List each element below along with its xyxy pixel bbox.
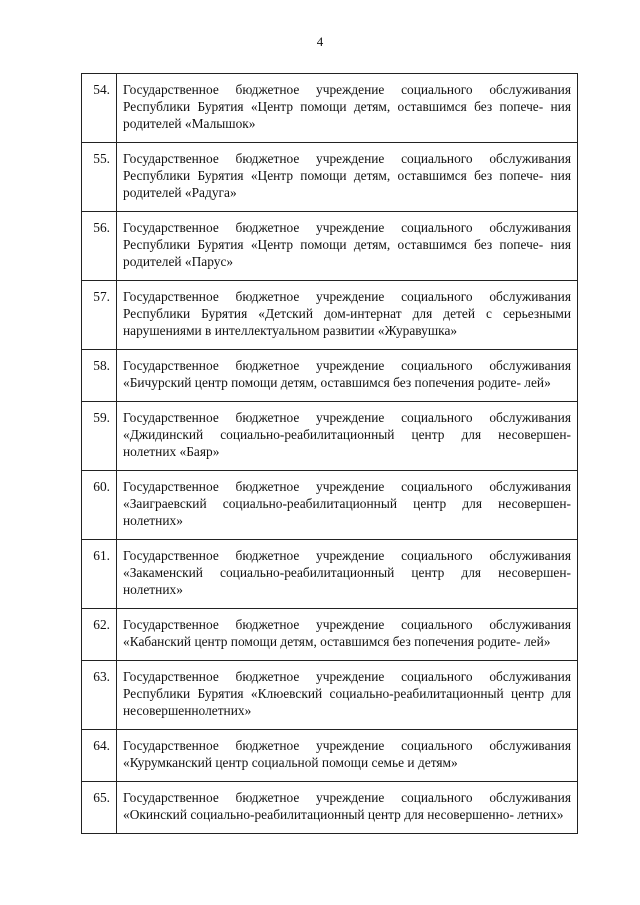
institution-name [117,74,578,143]
text-line: Республики Бурятия «Клюевский социально-реабилитационный [123,686,504,701]
institution-name [117,540,578,609]
text-line: ния родителей «Парус» [123,237,572,269]
text-line: Республики Бурятия «Центр помощи детям, оставшимся без попече- [123,99,544,114]
institution-name [117,609,578,661]
text-line: нолетних» [123,513,183,528]
row-number: 54. [82,74,117,143]
text-line: Республики Бурятия «Центр помощи детям, оставшимся без попече- [123,168,544,183]
text-line: «Джидинский социально-реабилитационный центр для несовершен- [123,427,571,442]
table-row [82,212,578,281]
table-row [82,471,578,540]
row-number: 65. [82,782,117,834]
row-number: 63. [82,661,117,730]
row-number: 59. [82,402,117,471]
institution-name [117,782,578,834]
text-line: нолетних «Баяр» [123,444,220,459]
text-line: Государственное бюджетное учреждение социального обслуживания [123,358,571,373]
institution-name [117,281,578,350]
row-number: 56. [82,212,117,281]
text-line: ния родителей «Радуга» [123,168,572,200]
text-line: нарушениями в интеллектуальном развитии «Журавушка» [123,323,458,338]
row-number: 64. [82,730,117,782]
text-line: «Курумканский центр социальной помощи семье и детям» [123,755,458,770]
text-line: «Закаменский социально-реабилитационный центр для несовершен- [123,565,571,580]
text-line: Государственное бюджетное учреждение социального обслуживания [123,289,571,304]
page-number: 4 [316,34,324,49]
table-row [82,730,578,782]
institution-name [117,402,578,471]
text-line: лей» [523,634,551,649]
text-line: Государственное бюджетное учреждение социального обслуживания [123,479,571,494]
text-line: Государственное бюджетное учреждение социального обслуживания [123,790,571,805]
table-row [82,661,578,730]
institution-name [117,350,578,402]
institution-name [117,471,578,540]
table-row [82,350,578,402]
text-line: Государственное бюджетное учреждение социального обслуживания [123,669,571,684]
table-row [82,402,578,471]
text-line: нолетних» [123,582,183,597]
table-row [82,609,578,661]
table-row [82,281,578,350]
text-line: Государственное бюджетное учреждение социального обслуживания [123,617,571,632]
table-row [82,782,578,834]
text-line: Государственное бюджетное учреждение социального обслуживания [123,548,571,563]
text-line: ния родителей «Малышок» [123,99,572,131]
institution-name [117,661,578,730]
institution-name [117,143,578,212]
table-row [82,74,578,143]
text-line: «Окинский социально-реабилитационный центр для несовершенно- [123,807,514,822]
text-line: летних» [517,807,564,822]
row-number: 60. [82,471,117,540]
institution-name [117,730,578,782]
table-row [82,540,578,609]
row-number: 58. [82,350,117,402]
text-line: Государственное бюджетное учреждение социального обслуживания [123,410,571,425]
row-number: 57. [82,281,117,350]
institution-name [117,212,578,281]
text-line: «Бичурский центр помощи детям, оставшимся без попечения родите- [123,375,521,390]
text-line: Республики Бурятия «Детский дом-интернат для детей с серьезными [123,306,571,321]
table-row [82,143,578,212]
row-number: 62. [82,609,117,661]
text-line: Государственное бюджетное учреждение социального обслуживания [123,82,571,97]
text-line: «Заиграевский социально-реабилитационный центр для несовершен- [123,496,571,511]
text-line: центр для несовершеннолетних» [123,686,571,718]
institutions-table-body [82,74,578,834]
institutions-table [81,73,578,834]
row-number: 61. [82,540,117,609]
text-line: Государственное бюджетное учреждение социального обслуживания [123,151,571,166]
text-line: Республики Бурятия «Центр помощи детям, оставшимся без попече- [123,237,544,252]
text-line: Государственное бюджетное учреждение социального обслуживания [123,220,571,235]
row-number: 55. [82,143,117,212]
text-line: «Кабанский центр помощи детям, оставшимся без попечения родите- [123,634,521,649]
text-line: лей» [524,375,551,390]
text-line: Государственное бюджетное учреждение социального обслуживания [123,738,571,753]
